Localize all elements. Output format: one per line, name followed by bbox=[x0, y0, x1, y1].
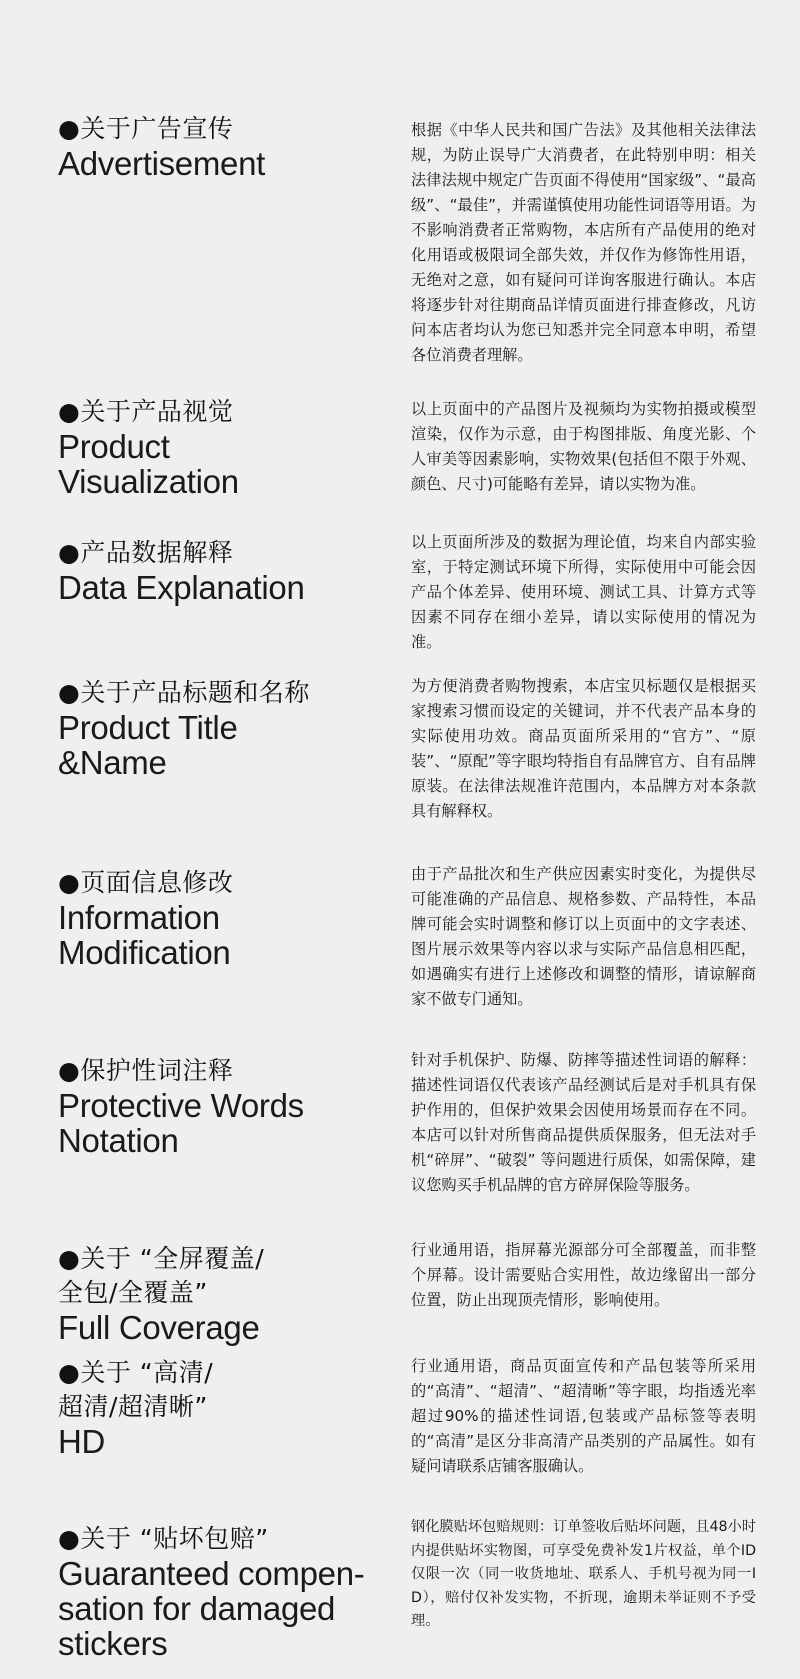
section-body: 以上页面中的产品图片及视频均为实物拍摄或模型渲染，仅作为示意，由于构图排版、角度光影、个人审美等因素影响，实物效果(包括但不限于外观、颜色、尺寸)可能略有差异，请以实物为准。 bbox=[411, 400, 756, 493]
section-title-en: Product bbox=[58, 428, 170, 465]
section-title-en: HD bbox=[58, 1423, 106, 1460]
section-body: 根据《中华人民共和国广告法》及其他相关法律法规，为防止误导广大消费者，在此特别申明：相关法律法规中规定广告页面不得使用“国家级”、“最高级”、“最佳”，并需谨慎使用功能性词语等用语。为不影响消费者正常购物，本店所有产品使用的绝对化用语或极限词全部失效，并仅作为修饰性用语，无绝对之意，如有疑问可详询客服进行确认。本店将逐步针对往期商品详情页面进行排查修改，凡访问本店者均认为您已知悉并完全同意本申明，希望各位消费者理解。 bbox=[411, 121, 756, 364]
section-title-zh: ●关于 “高清/ bbox=[58, 1358, 214, 1387]
section-body: 钢化膜贴坏包赔规则：订单签收后贴坏问题，且48小时内提供贴坏实物图，可享受免费补发1片权益，单个ID仅限一次（同一收货地址、联系人、手机号视为同一ID），赔付仅补发实物，不折现，逾期未举证则不予受理。 bbox=[411, 1519, 756, 1629]
section-title-en: sation for damaged bbox=[58, 1590, 336, 1627]
section-title-en: Protective Words bbox=[58, 1087, 304, 1124]
section-title-zh: ●关于广告宣传 bbox=[58, 114, 234, 143]
section-title-zh: 超清/超清晰” bbox=[58, 1392, 208, 1421]
section-title-en: Product Title bbox=[58, 709, 238, 746]
section-body: 针对手机保护、防爆、防摔等描述性词语的解释：描述性词语仅代表该产品经测试后是对手机具有保护作用的，但保护效果会因使用场景而存在不同。本店可以针对所售商品提供质保服务，但无法对手机“碎屏”、“破裂” 等问题进行质保，如需保障，建议您购买手机品牌的官方碎屏保险等服务。 bbox=[411, 1051, 756, 1194]
section-title-en: Data Explanation bbox=[58, 569, 305, 606]
section-body: 行业通用语，商品页面宣传和产品包装等所采用的“高清”、“超清”、“超清晰”等字眼，均指透光率超过90%的描述性词语,包装或产品标签等表明的“高清”是区分非高清产品类别的产品属性。如有疑问请联系店铺客服确认。 bbox=[411, 1357, 756, 1475]
section-title-en: &Name bbox=[58, 744, 167, 781]
section-title-zh: ●页面信息修改 bbox=[58, 868, 234, 897]
section-title-en: Guaranteed compen- bbox=[58, 1555, 365, 1592]
section-title-zh: ●关于产品标题和名称 bbox=[58, 678, 310, 707]
section-title-en: stickers bbox=[58, 1625, 168, 1662]
section-title-zh: ●产品数据解释 bbox=[58, 538, 234, 567]
section-title-en: Full Coverage bbox=[58, 1309, 260, 1346]
section-title-zh: 全包/全覆盖” bbox=[58, 1278, 208, 1307]
section-title-en: Advertisement bbox=[58, 145, 266, 182]
section-title-zh: ●关于 “贴坏包赔” bbox=[58, 1524, 269, 1553]
section-body: 由于产品批次和生产供应因素实时变化，为提供尽可能准确的产品信息、规格参数、产品特性，本品牌可能会实时调整和修订以上页面中的文字表述、图片展示效果等内容以求与实际产品信息相匹配，如遇确实有进行上述修改和调整的情形，请谅解商家不做专门通知。 bbox=[411, 865, 756, 1008]
section-body: 以上页面所涉及的数据为理论值，均来自内部实验室，于特定测试环境下所得，实际使用中可能会因产品个体差异、使用环境、测试工具、计算方式等因素不同存在细小差异，请以实际使用的情况为准。 bbox=[411, 533, 756, 651]
section-body: 行业通用语，指屏幕光源部分可全部覆盖，而非整个屏幕。设计需要贴合实用性，故边缘留出一部分位置，防止出现顶壳情形，影响使用。 bbox=[411, 1241, 756, 1309]
section-title-en: Visualization bbox=[58, 463, 239, 500]
section-title-en: Modification bbox=[58, 934, 231, 971]
section-title-zh: ●关于产品视觉 bbox=[58, 397, 234, 426]
section-title-en: Notation bbox=[58, 1122, 179, 1159]
section-title-zh: ●保护性词注释 bbox=[58, 1056, 234, 1085]
section-title-en: Information bbox=[58, 899, 220, 936]
section-body: 为方便消费者购物搜索，本店宝贝标题仅是根据买家搜索习惯而设定的关键词，并不代表产品本身的实际使用功效。商品页面所采用的“官方”、“原装”、“原配”等字眼均特指自有品牌官方、自有品牌原装。在法律法规准许范围内，本品牌方对本条款具有解释权。 bbox=[411, 677, 756, 820]
section-title-zh: ●关于 “全屏覆盖/ bbox=[58, 1244, 265, 1273]
